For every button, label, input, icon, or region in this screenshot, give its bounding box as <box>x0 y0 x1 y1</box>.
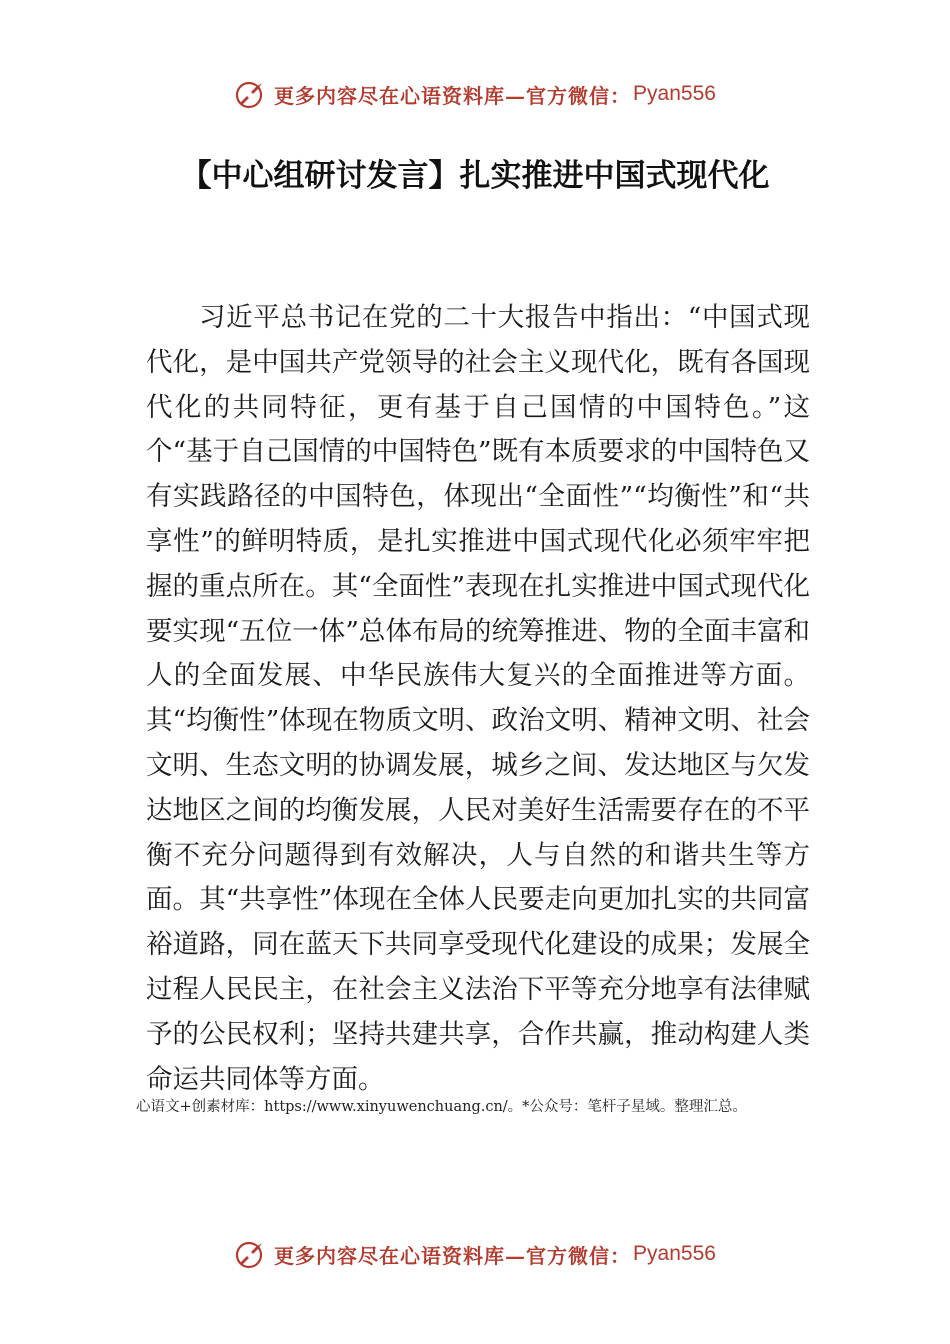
footer-banner-text: 更多内容尽在心语资料库—官方微信： <box>274 1243 632 1268</box>
header-wechat-handle: Pyan556 <box>633 82 716 105</box>
footer-banner <box>0 1232 950 1276</box>
footer-wechat-handle: Pyan556 <box>633 1242 716 1265</box>
header-banner <box>0 72 950 116</box>
pen-nib-logo-icon <box>234 77 268 111</box>
document-title: 【中心组研讨发言】扎实推进中国式现代化 <box>180 158 770 194</box>
header-banner-text: 更多内容尽在心语资料库—官方微信： <box>274 83 632 108</box>
source-footnote: 心语文+创素材库：https://www.xinyuwenchuang.cn/。*公众号：笔杆子星域。整理汇总。 <box>136 1099 747 1115</box>
body-paragraph: 习近平总书记在党的二十大报告中指出：“中国式现代化，是中国共产党领导的社会主义现代化，既有各国现代化的共同特征，更有基于自己国情的中国特色。”这个“基于自己国情的中国特色”既有本质要求的中国特色又有实践路径的中国特色，体现出“全面性”“均衡性”和“共享性”的鲜明特质，是扎实推进中国式现代化必须牢牢把握的重点所在。其“全面性”表现在扎实推进中国式现代化要实现“五位一体”总体布局的统筹推进、物的全面丰富和人的全面发展、中华民族伟大复兴的全面推进等方面。其“均衡性”体现在物质文明、政治文明、精神文明、社会文明、生态文明的协调发展，城乡之间、发达地区与欠发达地区之间的均衡发展，人民对美好生活需要存在的不平衡不充分问题得到有效解决，人与自然的和谐共生等方面。其“共享性”体现在全体人民要走向更加扎实的共同富裕道路，同在蓝天下共同享受现代化建设的成果；发展全过程人民民主，在社会主义法治下平等充分地享有法律赋予的公民权利；坚持共建共享，合作共赢，推动构建人类命运共同体等方面。 <box>146 302 810 1095</box>
pen-nib-logo-icon <box>234 1237 268 1271</box>
